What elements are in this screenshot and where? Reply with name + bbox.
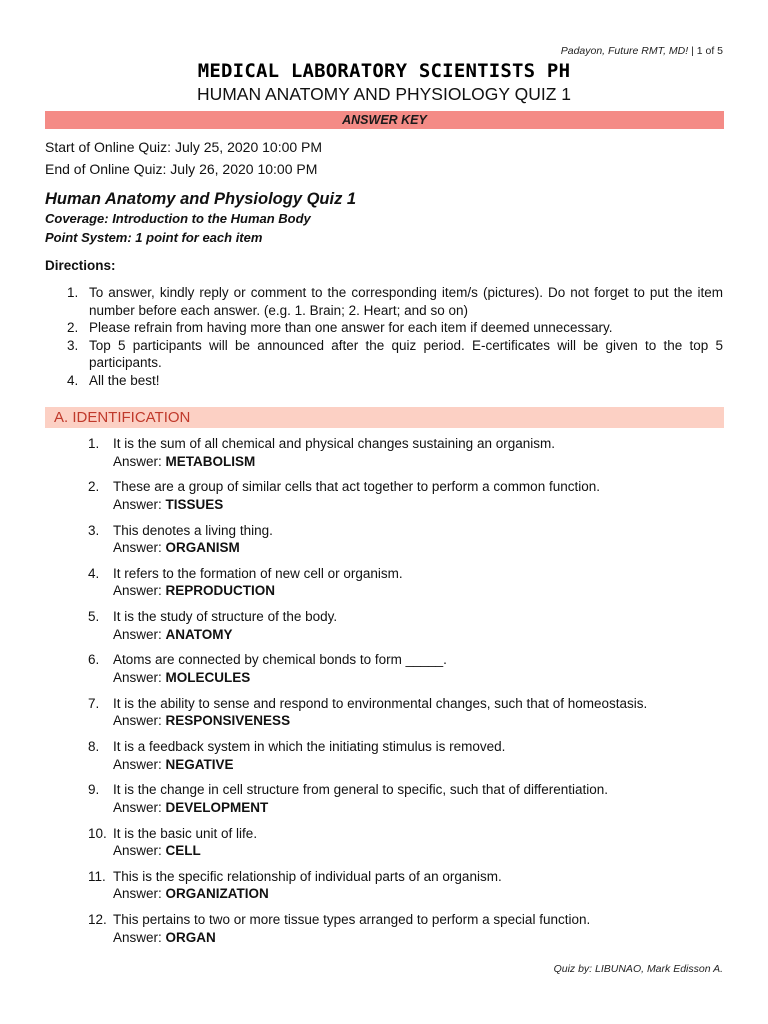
item-question: These are a group of similar cells that act together to perform a common function.	[113, 479, 600, 495]
quiz-item	[45, 868, 723, 911]
item-answer-line	[113, 885, 723, 903]
item-answer: METABOLISM	[165, 453, 256, 469]
item-answer: ORGANISM	[165, 540, 240, 556]
direction-item	[45, 337, 723, 372]
item-answer-line	[113, 453, 723, 471]
direction-number: 1.	[67, 285, 79, 300]
quiz-item	[45, 695, 723, 738]
answer-prefix: Answer:	[113, 756, 166, 772]
item-answer: ANATOMY	[165, 626, 233, 642]
answer-prefix: Answer:	[113, 713, 166, 729]
item-number: 11.	[88, 868, 106, 884]
item-question: It is the study of structure of the body.	[113, 609, 338, 625]
quiz-point-system: Point System: 1 point for each item	[45, 230, 263, 245]
item-answer-line	[113, 496, 723, 514]
item-answer: DEVELOPMENT	[165, 799, 269, 815]
item-number: 10.	[88, 825, 107, 841]
quiz-item	[45, 608, 723, 651]
item-answer-line	[113, 712, 723, 730]
item-question: It is the change in cell structure from general to specific, such that of differentiation.	[113, 782, 609, 798]
quiz-coverage: Coverage: Introduction to the Human Body	[45, 211, 311, 226]
item-question: This pertains to two or more tissue types arranged to perform a special function.	[113, 912, 591, 928]
direction-number: 4.	[67, 372, 79, 388]
page-number: 1 of 5	[696, 45, 723, 57]
direction-number: 2.	[67, 320, 79, 335]
direction-number: 3.	[67, 337, 79, 353]
quiz-item	[45, 911, 723, 954]
item-answer-line	[113, 539, 723, 557]
item-number: 6.	[88, 652, 100, 668]
item-number: 7.	[88, 695, 100, 711]
answer-prefix: Answer:	[113, 496, 166, 512]
answer-key-banner: ANSWER KEY	[45, 111, 724, 129]
direction-text: To answer, kindly reply or comment to the corresponding item/s (pictures). Do not forget to put the item number before each answer. (e.g. 1. Brain; 2. Heart; and so on)	[89, 285, 723, 318]
direction-text: Top 5 participants will be announced after the quiz period. E-certificates will be given to the top 5 participants.	[89, 337, 723, 370]
quiz-item	[45, 522, 723, 565]
item-answer: ORGANIZATION	[165, 886, 269, 902]
item-question: It is the basic unit of life.	[113, 825, 258, 841]
item-number: 9.	[88, 782, 100, 798]
item-number: 2.	[88, 479, 100, 495]
quiz-item	[45, 781, 723, 824]
section-heading-identification	[45, 407, 724, 428]
item-number: 1.	[88, 436, 100, 451]
document-subtitle: HUMAN ANATOMY AND PHYSIOLOGY QUIZ 1	[196, 84, 572, 104]
item-answer: RESPONSIVENESS	[165, 713, 291, 729]
item-answer: NEGATIVE	[165, 756, 234, 772]
item-question: It is the sum of all chemical and physical changes sustaining an organism.	[113, 436, 555, 451]
author-credit: Quiz by: LIBUNAO, Mark Edisson A.	[553, 963, 723, 975]
answer-prefix: Answer:	[113, 929, 166, 945]
quiz-item	[45, 435, 723, 478]
item-number: 8.	[88, 739, 100, 755]
item-answer-line	[113, 929, 723, 947]
direction-text: All the best!	[89, 372, 160, 388]
quiz-start-time: Start of Online Quiz: July 25, 2020 10:00 PM	[45, 139, 323, 155]
item-answer: ORGAN	[165, 929, 216, 945]
header-separator: |	[688, 45, 697, 57]
item-question: It is the ability to sense and respond to environmental changes, such that of homeostasis.	[113, 695, 648, 711]
document-title: MEDICAL LABORATORY SCIENTISTS PH	[197, 60, 571, 82]
item-question: It is a feedback system in which the initiating stimulus is removed.	[113, 739, 506, 755]
direction-text: Please refrain from having more than one answer for each item if deemed unnecessary.	[89, 320, 613, 335]
item-number: 5.	[88, 609, 100, 625]
direction-item	[45, 284, 723, 319]
item-answer-line	[113, 626, 723, 644]
answer-prefix: Answer:	[113, 626, 166, 642]
item-number: 3.	[88, 522, 100, 538]
direction-item	[45, 372, 723, 390]
item-question: It refers to the formation of new cell or organism.	[113, 565, 403, 581]
answer-prefix: Answer:	[113, 886, 166, 902]
quiz-item	[45, 825, 723, 868]
quiz-item	[45, 738, 723, 781]
item-answer: CELL	[165, 843, 201, 859]
section-title: A. IDENTIFICATION	[54, 409, 191, 426]
answer-prefix: Answer:	[113, 799, 166, 815]
item-number: 12.	[88, 912, 107, 928]
item-question: This is the specific relationship of individual parts of an organism.	[113, 868, 502, 884]
answer-prefix: Answer:	[113, 453, 166, 469]
quiz-item	[45, 651, 723, 694]
item-number: 4.	[88, 565, 100, 581]
item-answer-line	[113, 669, 723, 687]
item-answer-line	[113, 756, 723, 774]
item-question: This denotes a living thing.	[113, 522, 273, 538]
quiz-title: Human Anatomy and Physiology Quiz 1	[45, 190, 357, 208]
item-answer: REPRODUCTION	[165, 583, 276, 599]
quiz-item	[45, 478, 723, 521]
directions-heading: Directions:	[45, 258, 116, 273]
page-header-note	[561, 45, 723, 57]
identification-items	[45, 435, 723, 955]
item-answer-line	[113, 582, 723, 600]
quiz-item	[45, 565, 723, 608]
answer-prefix: Answer:	[113, 843, 166, 859]
motto-text: Padayon, Future RMT, MD!	[560, 45, 689, 57]
item-question: Atoms are connected by chemical bonds to form _____.	[113, 652, 447, 668]
answer-prefix: Answer:	[113, 583, 166, 599]
item-answer-line	[113, 842, 723, 860]
answer-prefix: Answer:	[113, 540, 166, 556]
item-answer-line	[113, 799, 723, 817]
direction-item	[45, 319, 723, 337]
item-answer: TISSUES	[165, 496, 224, 512]
answer-prefix: Answer:	[113, 669, 166, 685]
quiz-end-time: End of Online Quiz: July 26, 2020 10:00 PM	[45, 161, 318, 177]
item-answer: MOLECULES	[165, 669, 251, 685]
directions-list	[45, 284, 723, 389]
